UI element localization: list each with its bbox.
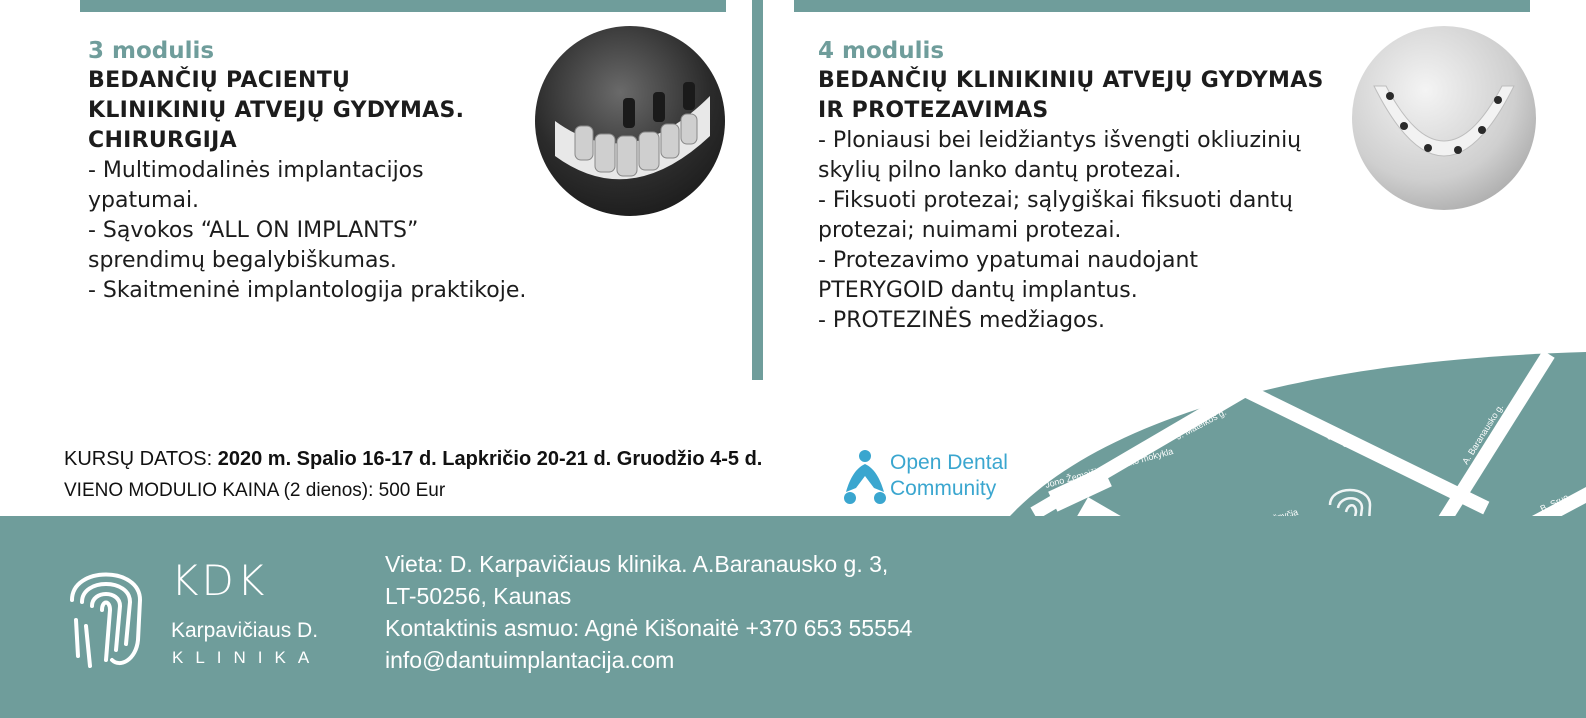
contact-person-line[interactable]: Kontaktinis asmuo: Agnė Kišonaitė +370 653 55554	[385, 615, 913, 641]
topic-line: - PROTEZINĖS medžiagos.	[818, 308, 1105, 333]
topic-line: protezai; nuimami protezai.	[818, 218, 1122, 243]
contact-info	[385, 548, 912, 676]
open-dental-community-logo	[842, 448, 1042, 506]
topic-line: skylių pilno lanko dantų protezai.	[818, 158, 1182, 183]
map-label-sruogos: B. Sruogos g.	[1299, 416, 1353, 449]
module-title-line: IR PROTEZAVIMAS	[818, 98, 1049, 123]
module-title-line: KLINIKINIŲ ATVEJŲ GYDYMAS.	[88, 98, 465, 123]
contact-address-line: Vieta: D. Karpavičiaus klinika. A.Baranausko g. 3,	[385, 551, 889, 577]
partner-name	[890, 450, 1008, 502]
kdk-fingerprint-icon	[66, 560, 146, 676]
course-dates-label: KURSŲ DATOS:	[64, 448, 218, 470]
topic-line: - Sąvokos “ALL ON IMPLANTS”	[88, 218, 419, 243]
course-dates-value: 2020 m. Spalio 16-17 d. Lapkričio 20-21 d. Gruodžio 4-5 d.	[217, 448, 763, 470]
contact-email-link[interactable]: info@dantuimplantacija.com	[385, 647, 675, 673]
module-number: 4 modulis	[818, 38, 945, 64]
top-bar-right	[794, 0, 1530, 12]
topic-line: sprendimų begalybiškumas.	[88, 248, 397, 273]
partner-name-line2: Community	[890, 477, 997, 500]
open-dental-community-icon	[842, 448, 888, 506]
map-label-baranausko-top: A. Baranausko g.	[1460, 402, 1506, 467]
top-bar-left	[80, 0, 726, 12]
module-topics	[818, 126, 1348, 336]
map-label-sruogos-right: B. Sruo	[1538, 492, 1571, 514]
module-title	[88, 66, 558, 156]
column-divider	[752, 0, 763, 380]
topic-line: - Protezavimo ypatumai naudojant	[818, 248, 1199, 273]
implant-prosthesis-photo	[1352, 26, 1536, 210]
topic-line: ypatumai.	[88, 188, 200, 213]
clinic-logo-text: KDK	[171, 556, 268, 605]
topic-line: - Multimodalinės implantacijos	[88, 158, 424, 183]
topic-line: - Skaitmeninė implantologija praktikoje.	[88, 278, 527, 303]
implant-bridge-photo	[535, 26, 725, 216]
module-title-line: BEDANČIŲ PACIENTŲ	[88, 68, 351, 93]
module-topics	[88, 156, 558, 306]
partner-name-line1: Open Dental	[890, 451, 1008, 474]
module-title	[818, 66, 1348, 126]
module-number: 3 modulis	[88, 38, 215, 64]
module-3	[88, 36, 558, 306]
module-title-line: CHIRURGIJA	[88, 128, 237, 153]
topic-line: PTERYGOID dantų implantus.	[818, 278, 1138, 303]
map-label-school: Jono Žemaičio - Vytauto mokykla	[1043, 446, 1175, 490]
topic-line: - Ploniausi bei leidžiantys išvengti okliuzinių	[818, 128, 1302, 153]
topic-line: - Fiksuoti protezai; sąlygiškai fiksuoti dantų	[818, 188, 1293, 213]
module-4	[818, 36, 1348, 336]
clinic-name: Karpavičiaus D.	[171, 619, 319, 642]
contact-city-line: LT-50256, Kaunas	[385, 583, 572, 609]
map-label-matelkos: J. Matelkos g.	[1174, 406, 1228, 442]
module-title-line: BEDANČIŲ KLINIKINIŲ ATVEJŲ GYDYMAS	[818, 68, 1324, 93]
course-dates	[64, 446, 762, 472]
clinic-type: KLINIKA	[172, 648, 322, 667]
module-price: VIENO MODULIO KAINA (2 dienos): 500 Eur	[64, 480, 446, 501]
